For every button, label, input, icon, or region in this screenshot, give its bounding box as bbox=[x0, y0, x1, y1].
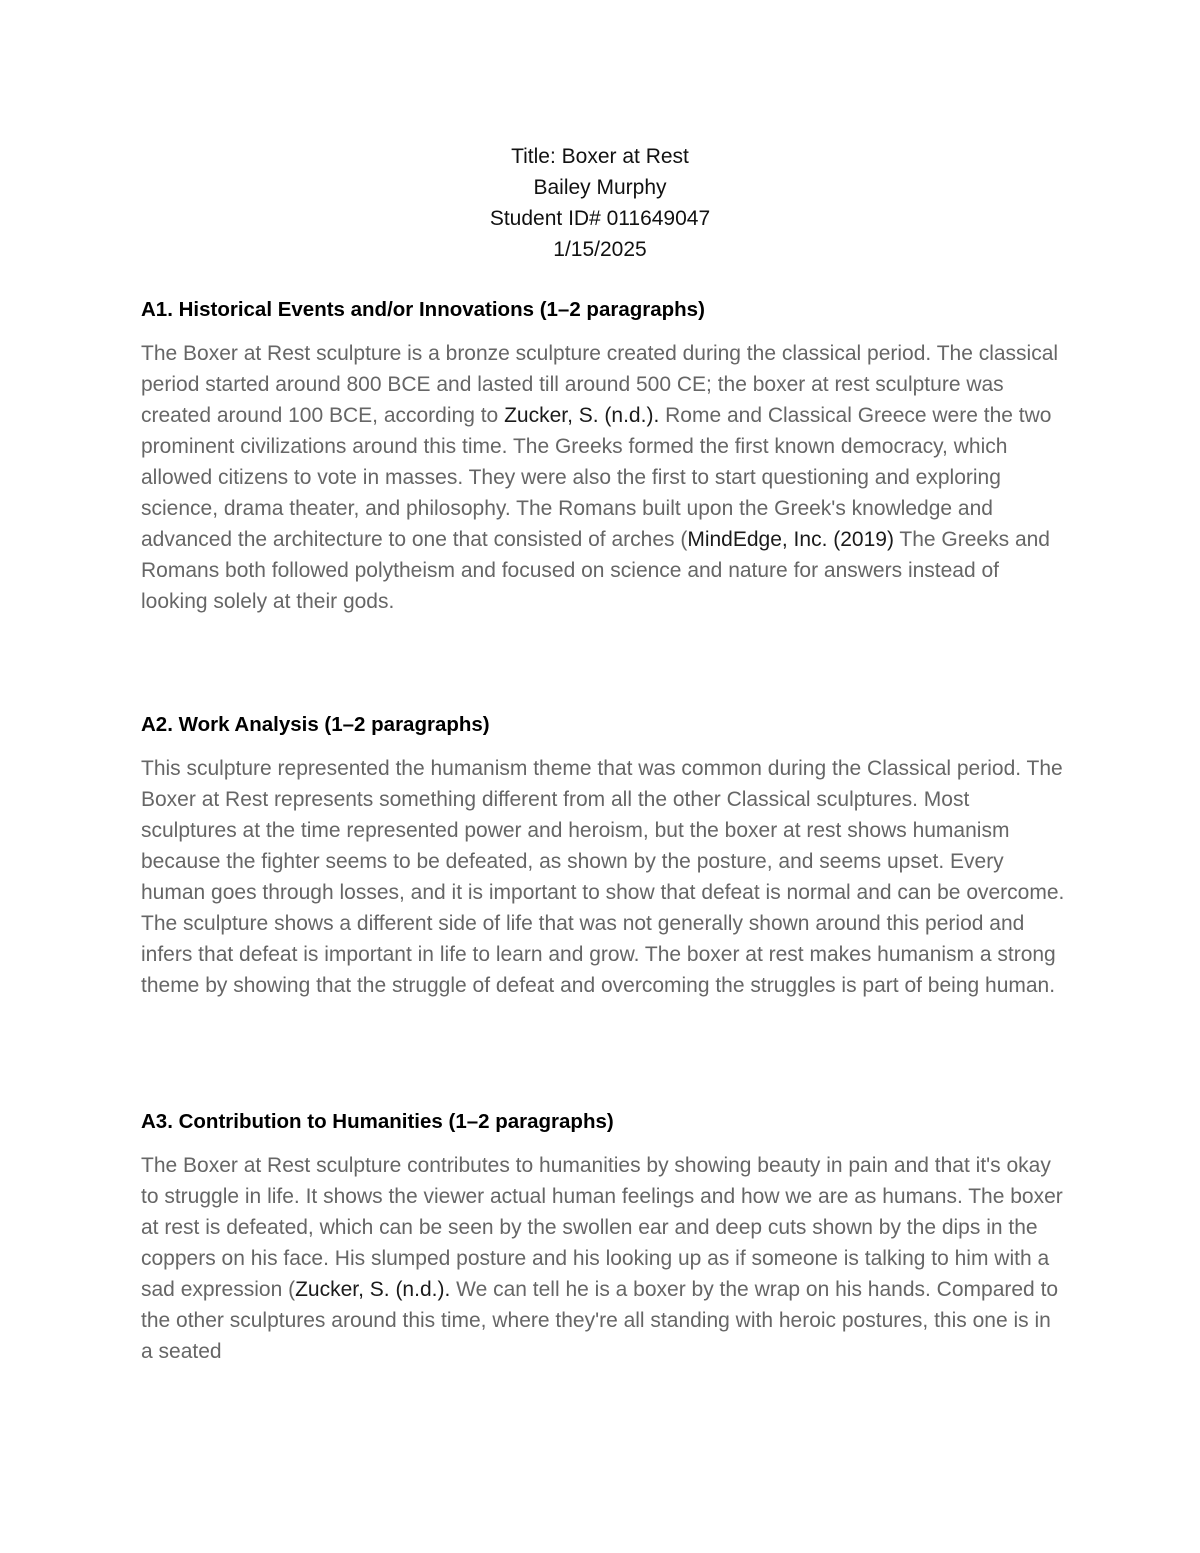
student-id: Student ID# 011649047 bbox=[489, 207, 711, 230]
citation-zucker-2: Zucker, S. (n.d.). bbox=[295, 1278, 451, 1301]
citation-zucker: Zucker, S. (n.d.). bbox=[504, 404, 660, 427]
citation-mindedge: MindEdge, Inc. (2019) bbox=[687, 528, 894, 551]
a1-text-2: Rome and Classical Greece were the two prominent civilizations around this time. The Greeks formed the first known democracy, which allowed citizens to vote in masses. They were also the first to start questioning and exploring science, drama theater, and philosophy. The Romans built upon the Greek's knowledge and advanced the architecture to one that consisted of arches ( bbox=[141, 404, 1052, 551]
a1-text-1: The Boxer at Rest sculpture is a bronze sculpture created during the classical period. The classical period started around 800 BCE and lasted till around 500 CE; the boxer at rest sculpture was created around 100 BCE, according to bbox=[141, 342, 1059, 427]
section-a3-paragraph bbox=[141, 1150, 1066, 1367]
document-title: Title: Boxer at Rest bbox=[511, 145, 689, 168]
title-block bbox=[0, 141, 1200, 265]
a3-text-1: The Boxer at Rest sculpture contributes to humanities by showing beauty in pain and that it's okay to struggle in life. It shows the viewer actual human feelings and how we are as humans. The boxer at rest is defeated, which can be seen by the swollen ear and deep cuts shown by the dips in the coppers on his face. His slumped posture and his looking up as if someone is talking to him with a sad expression ( bbox=[141, 1154, 1063, 1301]
section-a3-heading: A3. Contribution to Humanities (1–2 paragraphs) bbox=[141, 1110, 614, 1133]
section-a3 bbox=[141, 1108, 1066, 1367]
section-a1-paragraph bbox=[141, 338, 1066, 617]
a1-text-3: The Greeks and Romans both followed polytheism and focused on science and nature for answers instead of looking solely at their gods. bbox=[141, 528, 1050, 613]
document-date: 1/15/2025 bbox=[553, 238, 647, 261]
section-a1-heading: A1. Historical Events and/or Innovations (1–2 paragraphs) bbox=[141, 298, 705, 321]
section-a2-paragraph: This sculpture represented the humanism theme that was common during the Classical period. The Boxer at Rest represents something different from all the other Classical sculptures. Most sculptures at the time represented power and heroism, but the boxer at rest shows humanism because the fighter seems to be defeated, as shown by the posture, and seems upset. Every human goes through losses, and it is important to show that defeat is normal and can be overcome. The sculpture shows a different side of life that was not generally shown around this period and infers that defeat is important in life to learn and grow. The boxer at rest makes humanism a strong theme by showing that the struggle of defeat and overcoming the struggles is part of being human. bbox=[141, 757, 1065, 997]
section-a2-heading: A2. Work Analysis (1–2 paragraphs) bbox=[141, 713, 490, 736]
author-name: Bailey Murphy bbox=[533, 176, 667, 199]
section-a2 bbox=[141, 711, 1066, 1001]
section-a1 bbox=[141, 296, 1066, 617]
a3-text-2: We can tell he is a boxer by the wrap on his hands. Compared to the other sculptures around this time, where they're all standing with heroic postures, this one is in a seated bbox=[141, 1278, 1059, 1363]
